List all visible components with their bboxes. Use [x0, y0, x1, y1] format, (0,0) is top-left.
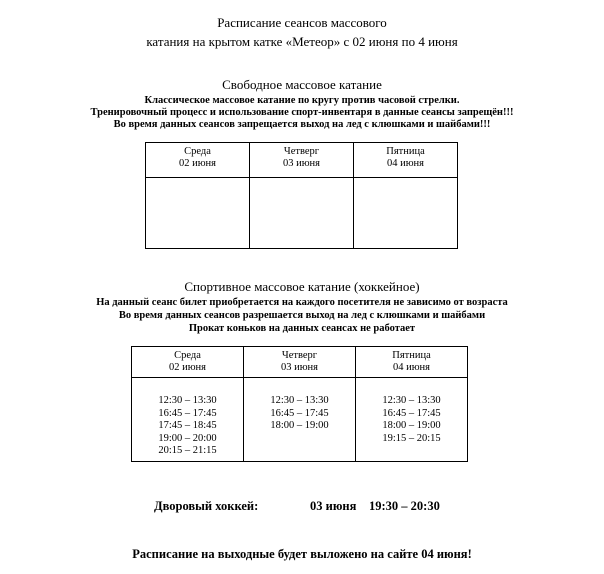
sport-skating-table [131, 346, 468, 462]
day-weekday: Среда [174, 350, 201, 361]
yard-hockey-label: Дворовый хоккей: [154, 499, 259, 513]
day-cell [354, 143, 458, 178]
sport-skating-heading: Спортивное массовое катание (хоккейное) [184, 279, 420, 294]
session-time: 12:30 – 13:30 [158, 395, 217, 406]
title-line-2: катания на крытом катке «Метеор» с 02 июня по 4 июня [146, 34, 458, 49]
free-skating-note: Во время данных сеансов запрещается выход на лед с клюшками и шайбами!!! [113, 119, 491, 130]
day-cell [132, 347, 244, 378]
sport-skating-note: На данный сеанс билет приобретается на каждого посетителя не зависимо от возраста [96, 297, 508, 308]
day-date: 02 июня [178, 157, 217, 169]
day-cell [146, 143, 250, 178]
day-date: 03 июня [280, 361, 319, 373]
day-weekday: Четверг [283, 146, 320, 157]
day-cell [250, 143, 354, 178]
free-skating-table [145, 142, 458, 249]
free-skating-note: Классическое массовое катание по кругу против часовой стрелки. [144, 95, 460, 106]
free-skating-note: Тренировочный процесс и использование спорт-инвентаря в данные сеансы запрещён!!! [90, 107, 514, 118]
day-date: 02 июня [168, 361, 207, 373]
times-cell [250, 178, 354, 249]
day-weekday: Пятница [386, 146, 425, 157]
yard-hockey-date: 03 июня [310, 499, 357, 513]
day-date: 04 июня [386, 157, 425, 169]
session-time: 18:00 – 19:00 [270, 420, 329, 431]
session-time: 16:45 – 17:45 [382, 407, 441, 419]
times-cell [354, 178, 458, 249]
session-time: 20:15 – 21:15 [158, 445, 217, 456]
free-skating-heading: Свободное массовое катание [222, 77, 382, 92]
times-cell [146, 178, 250, 249]
day-weekday: Среда [184, 146, 211, 157]
session-time: 19:15 – 20:15 [382, 432, 441, 444]
day-weekday: Пятница [392, 350, 431, 361]
session-time: 17:45 – 18:45 [158, 420, 217, 431]
session-time: 12:30 – 13:30 [270, 395, 329, 406]
session-time: 16:45 – 17:45 [270, 407, 329, 419]
day-date: 04 июня [392, 361, 431, 373]
session-time: 12:30 – 13:30 [382, 395, 441, 406]
day-cell [356, 347, 468, 378]
day-cell [244, 347, 356, 378]
times-cell [132, 378, 244, 462]
footer-note: Расписание на выходные будет выложено на сайте 04 июня! [132, 547, 472, 561]
yard-hockey-time: 19:30 – 20:30 [369, 499, 440, 513]
session-time: 19:00 – 20:00 [158, 432, 217, 444]
day-weekday: Четверг [281, 350, 318, 361]
session-time: 18:00 – 19:00 [382, 420, 441, 431]
session-time: 16:45 – 17:45 [158, 407, 217, 419]
title-line-1: Расписание сеансов массового [217, 15, 387, 30]
times-cell [356, 378, 468, 462]
sport-skating-note: Прокат коньков на данных сеансах не работает [188, 323, 416, 334]
sport-skating-note: Во время данных сеансов разрешается выход на лед с клюшками и шайбами [118, 310, 486, 321]
times-cell [244, 378, 356, 462]
day-date: 03 июня [282, 157, 321, 169]
